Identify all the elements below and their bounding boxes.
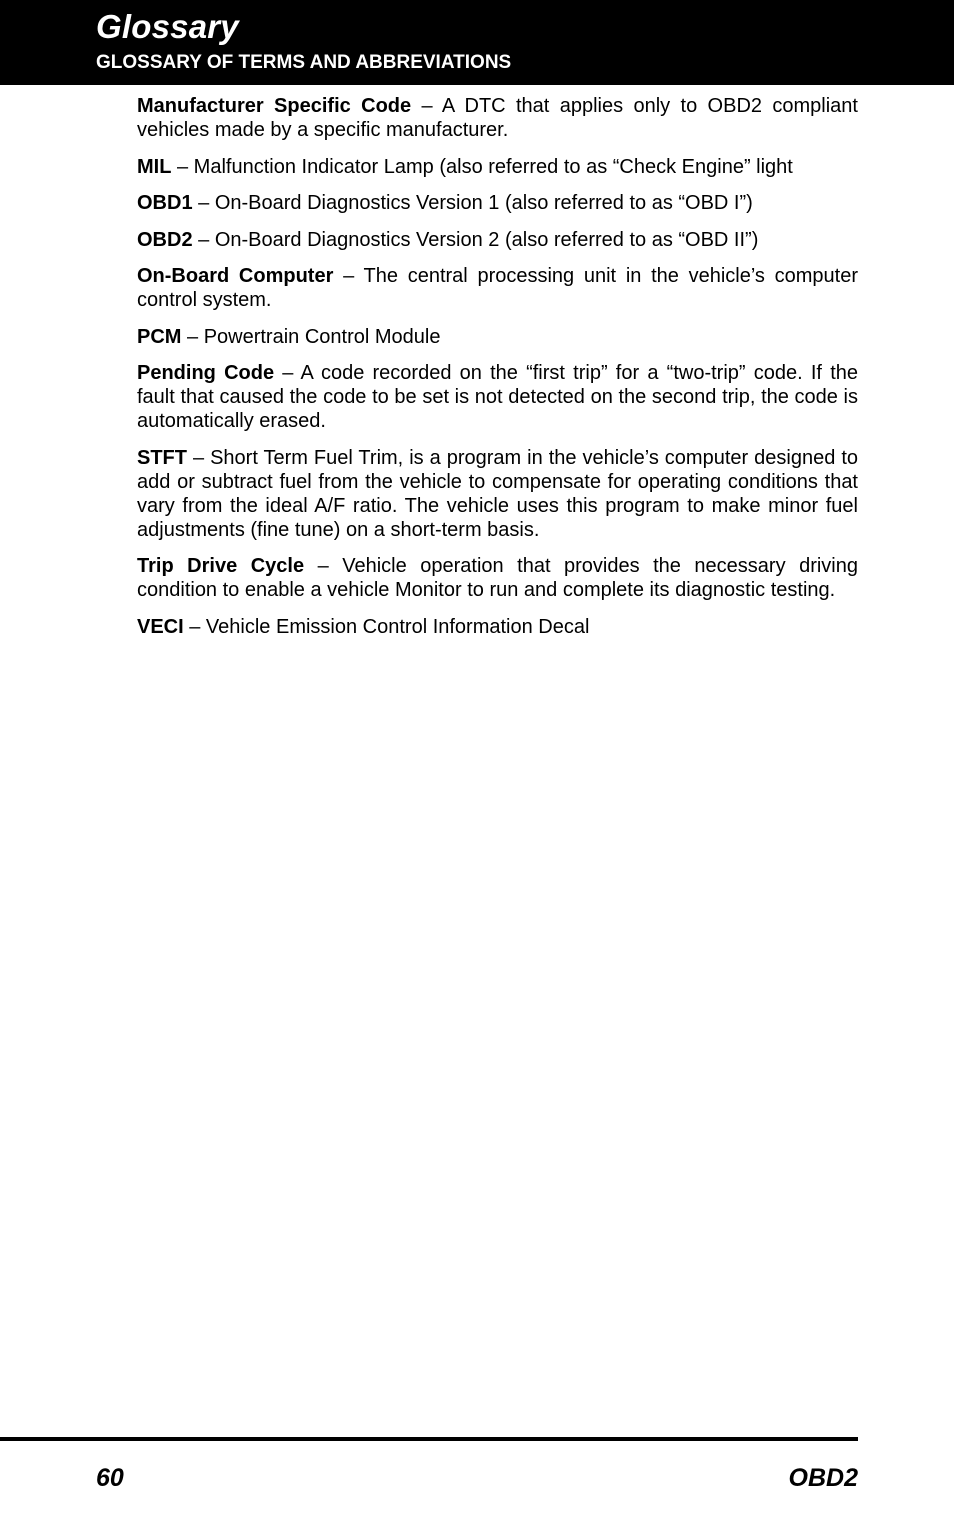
glossary-entry xyxy=(137,191,858,215)
glossary-entry xyxy=(137,325,858,349)
glossary-term: VECI xyxy=(137,615,184,638)
glossary-entry xyxy=(137,361,858,433)
page-title: Glossary xyxy=(96,8,239,45)
glossary-entry xyxy=(137,94,858,142)
glossary-definition: – Powertrain Control Module xyxy=(181,325,441,348)
glossary-list xyxy=(137,94,858,651)
glossary-entry xyxy=(137,228,858,252)
glossary-definition: – On-Board Diagnostics Version 1 (also referred to as “OBD I”) xyxy=(192,192,753,214)
glossary-entry xyxy=(137,155,858,179)
glossary-term: OBD1 xyxy=(137,192,193,214)
glossary-entry xyxy=(137,446,858,542)
footer-divider xyxy=(0,1437,858,1441)
glossary-definition: – Short Term Fuel Trim, is a program in the vehicle’s computer designed to add or subtract fuel from the vehicle to compensate for operating conditions that vary from the ideal A/F ratio. The vehicle uses this program to make minor fuel adjustments (fine tune) on a short-term basis. xyxy=(137,446,858,541)
glossary-term: Pending Code xyxy=(137,362,275,384)
page-number: 60 xyxy=(96,1464,124,1492)
glossary-definition: – A DTC that applies only to OBD2 compliant vehicles made by a specific manufacturer. xyxy=(137,95,858,141)
section-subtitle: GLOSSARY OF TERMS AND ABBREVIATIONS xyxy=(96,52,512,73)
glossary-term: OBD2 xyxy=(137,228,193,251)
glossary-term: MIL xyxy=(137,155,172,178)
glossary-term: Manufacturer Specific Code xyxy=(137,95,412,117)
glossary-definition: – The central processing unit in the vehicle’s computer control system. xyxy=(137,265,859,311)
page-header xyxy=(0,0,954,85)
glossary-entry xyxy=(137,264,858,312)
glossary-definition: – On-Board Diagnostics Version 2 (also referred to as “OBD II”) xyxy=(192,228,759,251)
glossary-term: STFT xyxy=(137,446,187,469)
glossary-term: On-Board Computer xyxy=(137,265,334,287)
glossary-definition: – Malfunction Indicator Lamp (also referred to as “Check Engine” light xyxy=(171,155,793,178)
footer-product-name: OBD2 xyxy=(788,1464,858,1492)
glossary-term: PCM xyxy=(137,325,182,348)
glossary-definition: – A code recorded on the “first trip” for a “two-trip” code. If the fault that caused the code to be set is not detected on the second trip, the code is automatically erased. xyxy=(137,362,858,432)
glossary-entry xyxy=(137,554,858,602)
glossary-entry xyxy=(137,615,858,639)
glossary-definition: – Vehicle operation that provides the necessary driving condition to enable a vehicle Monitor to run and complete its diagnostic testing. xyxy=(137,555,858,601)
glossary-term: Trip Drive Cycle xyxy=(137,555,305,577)
glossary-definition: – Vehicle Emission Control Information Decal xyxy=(183,615,590,638)
